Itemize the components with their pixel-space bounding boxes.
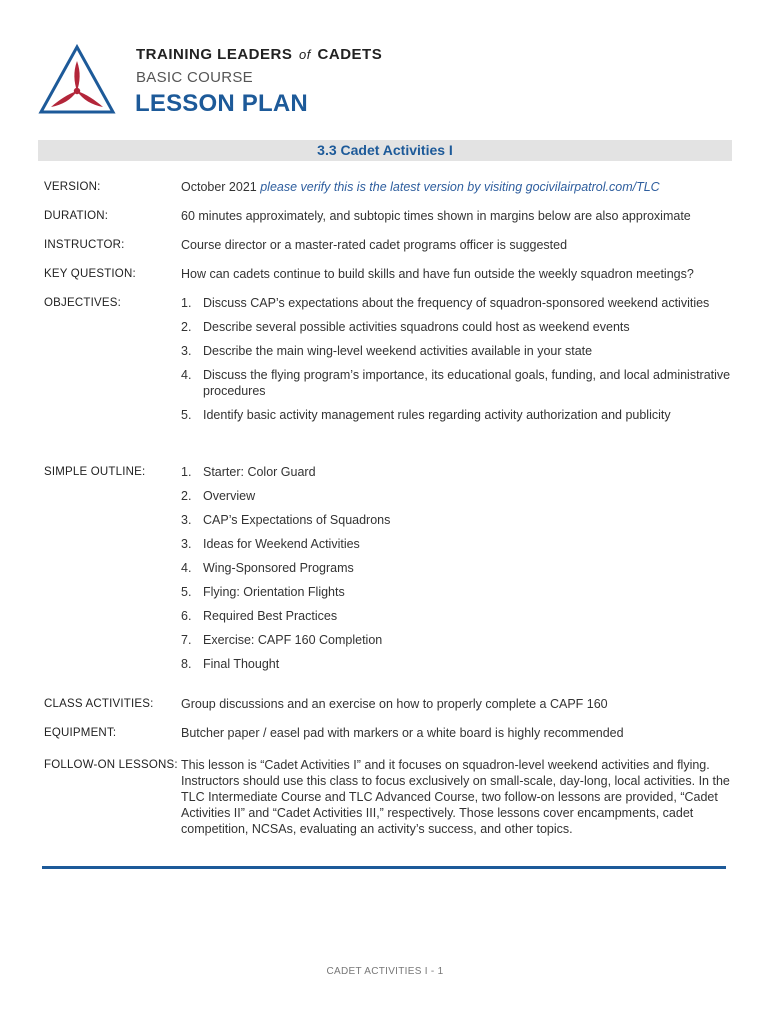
key-question-value: How can cadets continue to build skills and have fun outside the weekly squadron meetings?: [181, 267, 694, 281]
duration-label: DURATION:: [44, 210, 109, 222]
follow-on-label: FOLLOW-ON LESSONS:: [44, 759, 178, 771]
version-value: October 2021 please verify this is the latest version by visiting gocivilairpatrol.com/TLC: [181, 180, 660, 194]
objectives-list: [181, 295, 731, 431]
list-item: 2. Overview: [181, 489, 256, 503]
equipment-label: EQUIPMENT:: [44, 727, 117, 739]
list-item: 4. Discuss the flying program’s importance, its educational goals, funding, and local administrative procedures: [181, 368, 731, 398]
version-label: VERSION:: [44, 181, 101, 193]
list-item: 3. CAP’s Expectations of Squadrons: [181, 513, 391, 527]
list-item: 1. Discuss CAP’s expectations about the frequency of squadron-sponsored weekend activities: [181, 296, 710, 310]
list-item: 3. Ideas for Weekend Activities: [181, 537, 360, 551]
list-item: 4. Wing-Sponsored Programs: [181, 561, 354, 575]
class-activities-value: Group discussions and an exercise on how to properly complete a CAPF 160: [181, 697, 608, 711]
list-item: 7. Exercise: CAPF 160 Completion: [181, 633, 383, 647]
duration-value: 60 minutes approximately, and subtopic times shown in margins below are also approximate: [181, 209, 691, 223]
list-item: 2. Describe several possible activities squadrons could host as weekend events: [181, 320, 630, 334]
version-link[interactable]: please verify this is the latest version by visiting gocivilairpatrol.com/TLC: [260, 180, 660, 194]
header-title: TRAINING LEADERS of CADETS: [136, 46, 383, 63]
list-item: 8. Final Thought: [181, 657, 280, 671]
page-footer: CADET ACTIVITIES I - 1: [326, 966, 444, 977]
objectives-label: OBJECTIVES:: [44, 297, 121, 309]
key-question-label: KEY QUESTION:: [44, 268, 136, 280]
instructor-label: INSTRUCTOR:: [44, 239, 125, 251]
instructor-value: Course director or a master-rated cadet programs officer is suggested: [181, 238, 568, 252]
section-title: 3.3 Cadet Activities I: [317, 142, 453, 158]
header-subtitle: BASIC COURSE: [136, 69, 253, 86]
list-item: 3. Describe the main wing-level weekend activities available in your state: [181, 344, 593, 358]
list-item: 6. Required Best Practices: [181, 609, 338, 623]
outline-label: SIMPLE OUTLINE:: [44, 466, 146, 478]
page-title: LESSON PLAN: [135, 90, 308, 117]
class-activities-label: CLASS ACTIVITIES:: [44, 698, 154, 710]
cap-propeller-triangle-icon: [38, 44, 116, 116]
list-item: 1. Starter: Color Guard: [181, 465, 316, 479]
section-title-bar: [38, 140, 732, 161]
follow-on-value: This lesson is “Cadet Activities I” and it focuses on squadron-level weekend activities and flying. Instructors should use this class to focus exclusively on small-scale, day-long, local activities. In the TLC Intermediate Course and TLC Advanced Course, two follow-on lessons are provided, “Cadet Activities II” and “Cadet Activities III,” respectively. Those lessons cover encampments, cadet competition, NCSAs, evaluating an activity’s success, and other topics.: [181, 758, 730, 836]
list-item: 5. Flying: Orientation Flights: [181, 585, 345, 599]
divider: [42, 866, 726, 869]
list-item: 5. Identify basic activity management rules regarding activity authorization and publicity: [181, 408, 671, 422]
equipment-value: Butcher paper / easel pad with markers or a white board is highly recommended: [181, 726, 624, 740]
outline-list: [181, 464, 731, 680]
